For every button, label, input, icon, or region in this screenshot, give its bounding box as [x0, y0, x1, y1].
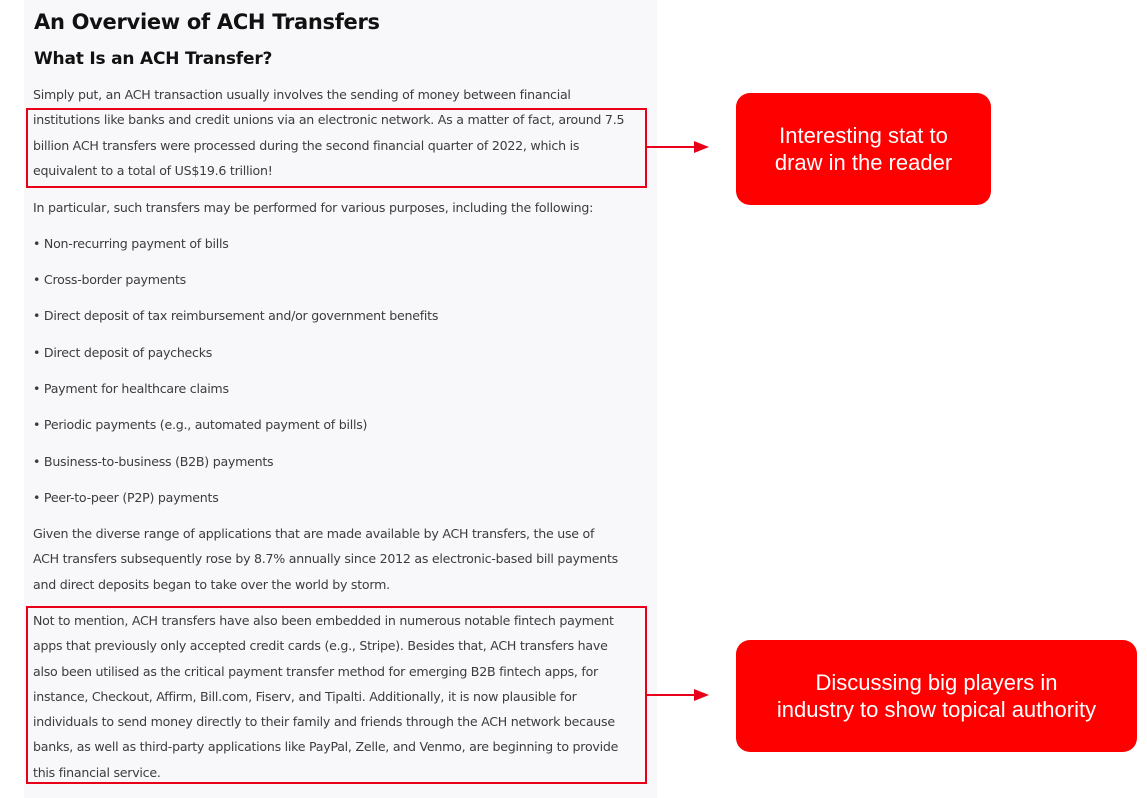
callout-line: draw in the reader [774, 150, 953, 175]
callout-players [736, 640, 1137, 752]
list-item: • Periodic payments (e.g., automated payment of bills) [33, 417, 368, 432]
paragraph-purposes-intro [33, 195, 633, 220]
list-item: • Non-recurring payment of bills [33, 236, 229, 251]
callout-line: Discussing big players in [815, 670, 1058, 695]
list-item: • Cross-border payments [33, 272, 186, 287]
paragraph-growth [33, 521, 633, 597]
list-item: • Business-to-business (B2B) payments [33, 454, 274, 469]
callout-line: Interesting stat to [779, 123, 948, 148]
paragraph-line: In particular, such transfers may be performed for various purposes, including the following: [33, 200, 594, 215]
paragraph-line: individuals to send money directly to their family and friends through the ACH network because [33, 714, 615, 730]
paragraph-line: banks, as well as third-party applications like PayPal, Zelle, and Venmo, are beginning to provide [33, 739, 619, 755]
article-title: An Overview of ACH Transfers [34, 10, 380, 34]
paragraph-line: instance, Checkout, Affirm, Bill.com, Fiserv, and Tipalti. Additionally, it is now plausible for [33, 688, 577, 704]
paragraph-line: equivalent to a total of US$19.6 trillion! [33, 162, 273, 178]
paragraph-line: ACH transfers subsequently rose by 8.7% annually since 2012 as electronic-based bill payments [33, 551, 618, 567]
paragraph-line: also been utilised as the critical payment transfer method for emerging B2B fintech apps, for [33, 663, 598, 679]
paragraph-line: this financial service. [33, 764, 161, 780]
callout-line: industry to show topical authority [776, 697, 1097, 722]
highlight-box-players [26, 606, 647, 784]
list-item: • Direct deposit of tax reimbursement and/or government benefits [33, 308, 439, 323]
arrow-right-icon [646, 139, 712, 155]
list-item: • Direct deposit of paychecks [33, 345, 213, 360]
callout-stat [736, 93, 991, 205]
paragraph-line: Given the diverse range of applications that are made available by ACH transfers, the use of [33, 526, 595, 541]
paragraph-line: apps that previously only accepted credit cards (e.g., Stripe). Besides that, ACH transfers have [33, 638, 608, 654]
highlight-box-stat [26, 108, 647, 188]
arrow-right-icon [646, 687, 712, 703]
article-subtitle: What Is an ACH Transfer? [34, 49, 273, 69]
list-item: • Payment for healthcare claims [33, 381, 229, 396]
paragraph-line: and direct deposits began to take over the world by storm. [33, 576, 390, 592]
paragraph-line: Simply put, an ACH transaction usually involves the sending of money between financial [33, 87, 571, 102]
list-item: • Peer-to-peer (P2P) payments [33, 490, 219, 505]
paragraph-line: billion ACH transfers were processed during the second financial quarter of 2022, which is [33, 137, 580, 153]
paragraph-line: Not to mention, ACH transfers have also been embedded in numerous notable fintech payment [33, 613, 614, 628]
paragraph-line: institutions like banks and credit unions via an electronic network. As a matter of fact, around 7.5 [33, 112, 625, 128]
